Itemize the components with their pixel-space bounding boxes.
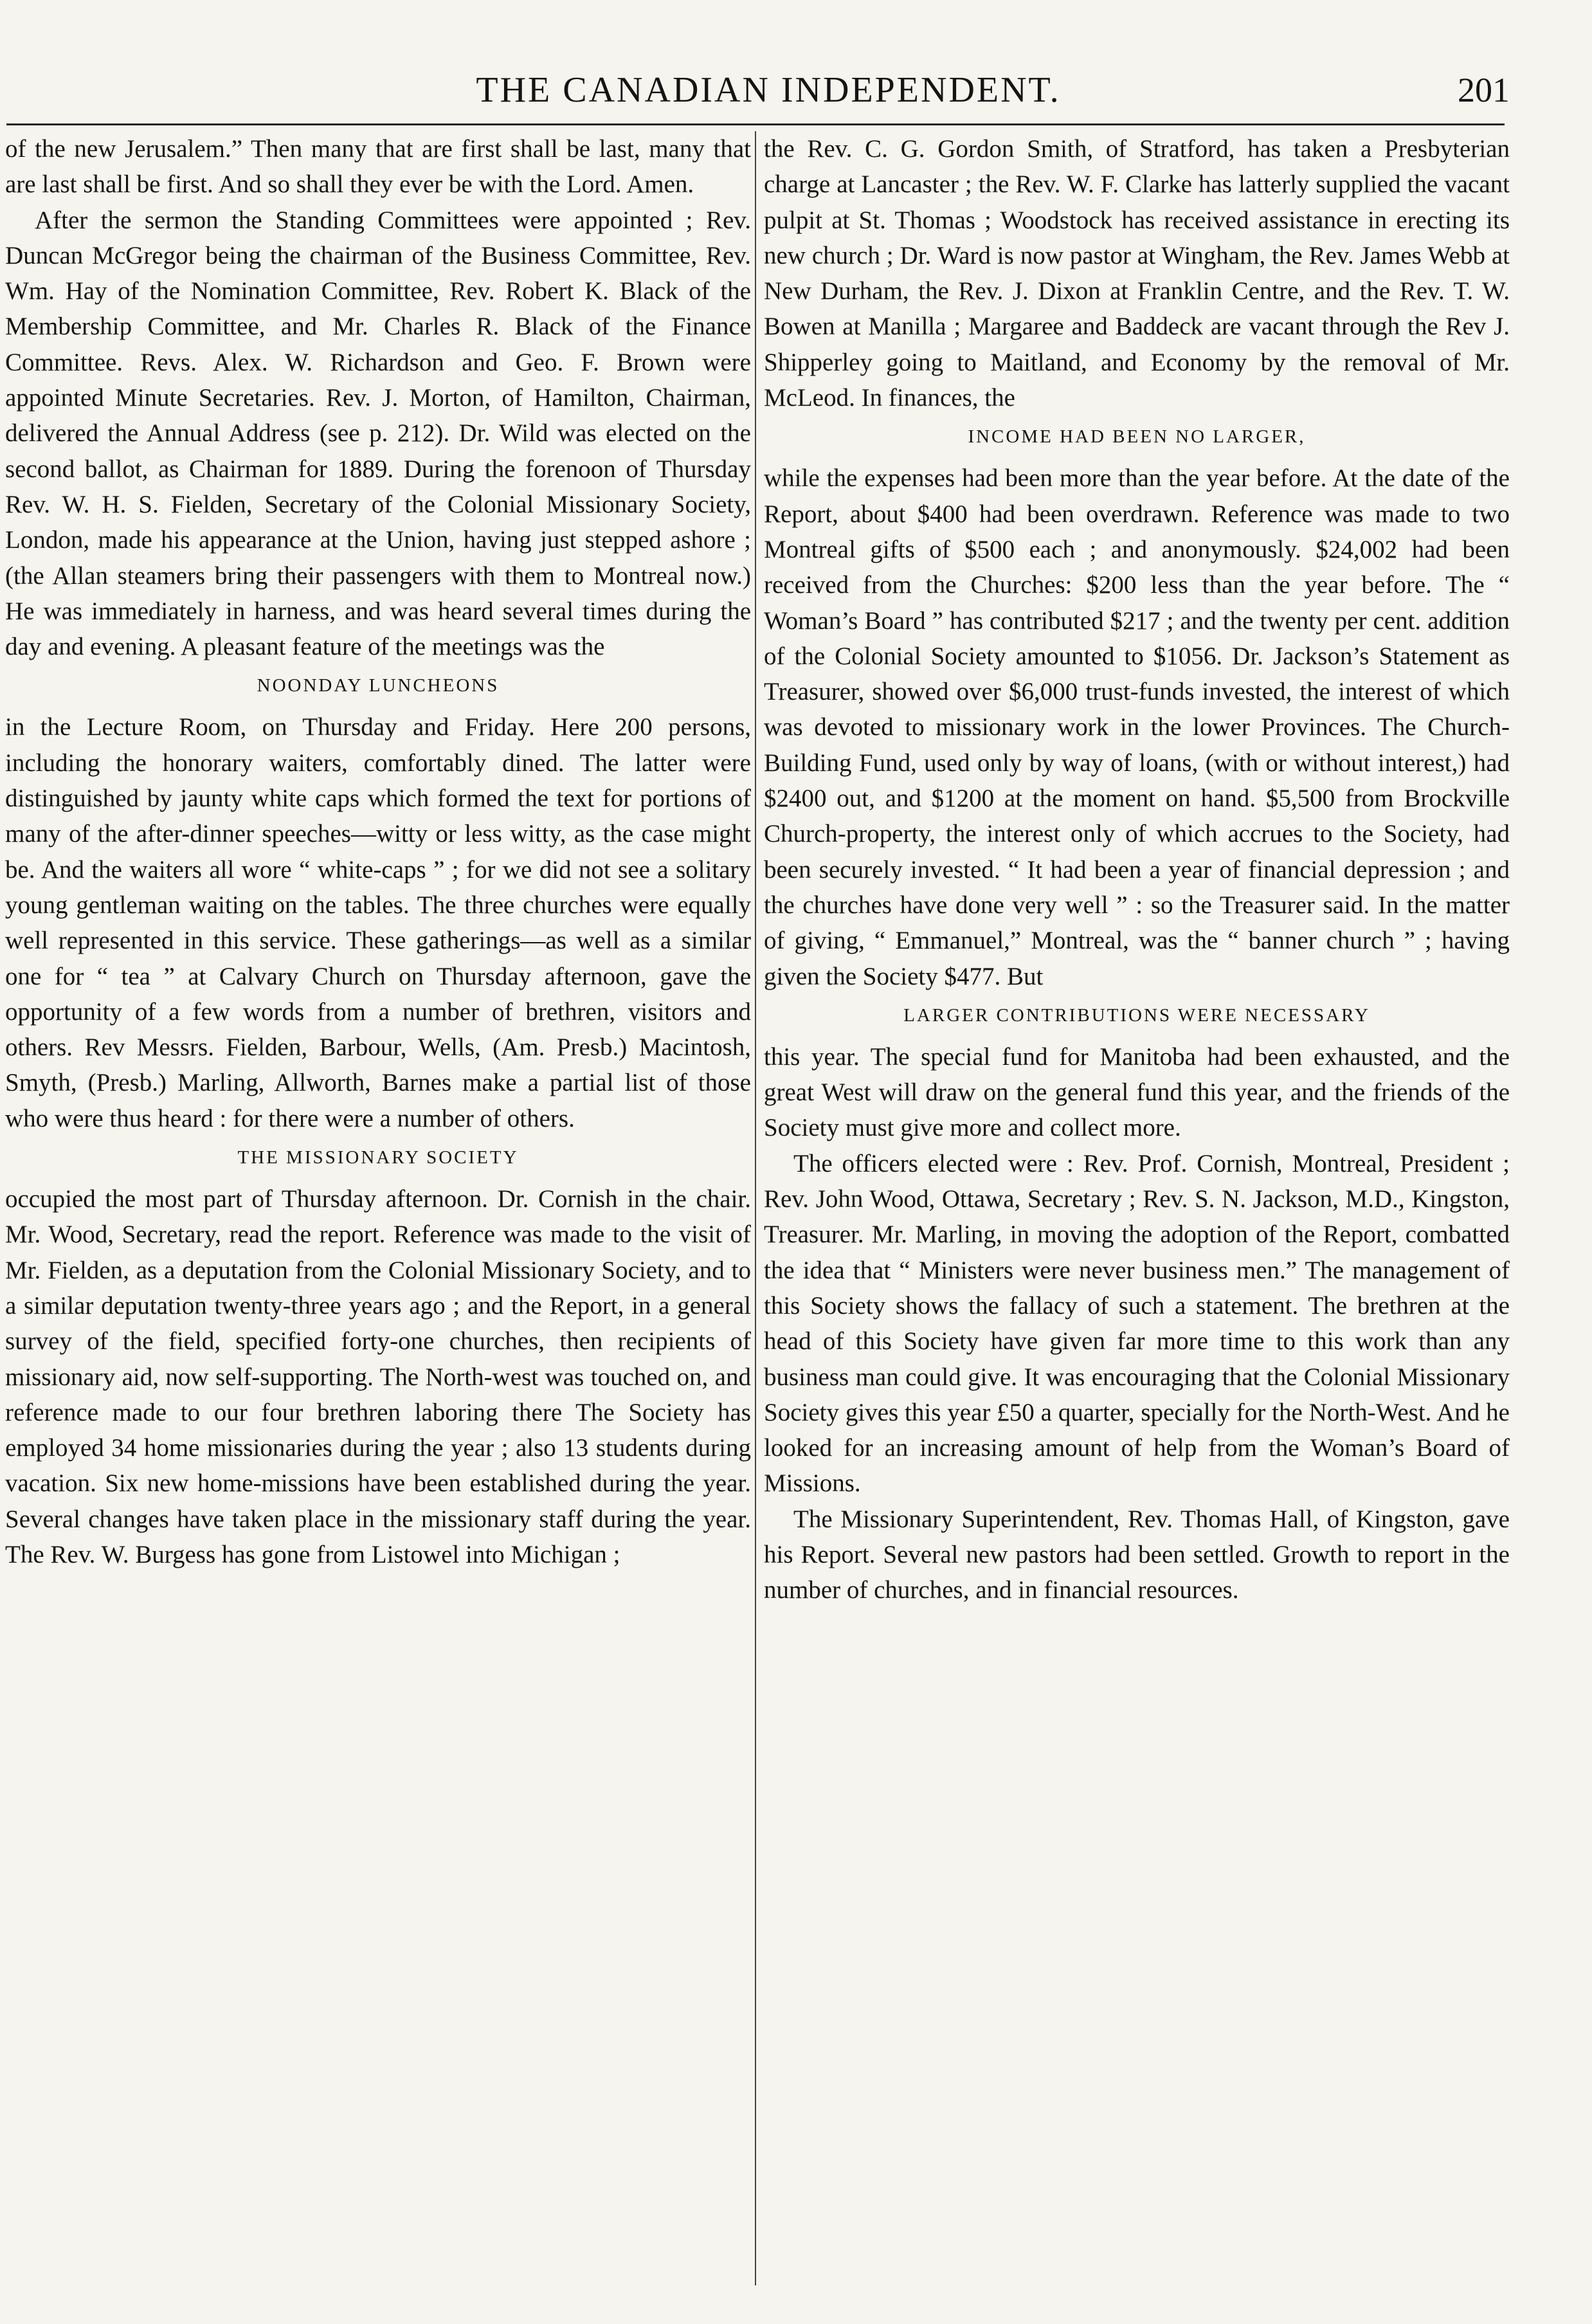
left-column xyxy=(5,131,751,2311)
right-paragraph-3: this year. The special fund for Manitoba had been exhausted, and the great West will draw on the general fund this year, and the friends of the Society must give more and collect more. xyxy=(764,1042,1510,1142)
right-column xyxy=(764,131,1510,2311)
left-paragraph-4: occupied the most part of Thursday afternoon. Dr. Cornish in the chair. Mr. Wood, Secretary, read the report. Reference was made to the visit of Mr. Fielden, as a deputation from the Colonial Missionary Society, and to a similar deputation twenty-three years ago ; and the Report, in a general survey of the field, specified forty-one churches, then recipients of missionary aid, now self-supporting. The North-west was touched on, and reference made to our four brethren laboring there The Society has employed 34 home missionaries during the year ; also 13 students during vacation. Six new home-missions have been established during the year. Several changes have taken place in the missionary staff during the year. The Rev. W. Burgess has gone from Listowel into Michigan ; xyxy=(5,1185,751,1568)
right-paragraph-2: while the expenses had been more than the year before. At the date of the Report, about $400 had been overdrawn. Reference was made to two Montreal gifts of $500 each ; and anonymously. $24,002 had been received from the Churches: $200 less than the year before. The “ Woman’s Board ” has contributed $217 ; and the twenty per cent. addition of the Colonial Society amounted to $1056. Dr. Jackson’s Statement as Treasurer, showed over $6,000 trust-funds invested, the interest of which was devoted to missionary work in the lower Provinces. The Church-Building Fund, used only by way of loans, (with or without interest,) had $2400 out, and $1200 at the moment on hand. $5,500 from Brockville Church-property, the interest only of which accrues to the Society, had been securely invested. “ It had been a year of financial depression ; and the churches have done very well ” : so the Treasurer said. In the matter of giving, “ Emmanuel,” Montreal, was the “ banner church ” ; having given the Society $477. But xyxy=(764,464,1510,990)
subheading-larger-contributions: LARGER CONTRIBUTIONS WERE NECESSARY xyxy=(903,1004,1370,1026)
page-header xyxy=(0,64,1592,116)
right-paragraph-1: the Rev. C. G. Gordon Smith, of Stratford, has taken a Presbyterian charge at Lancaster ; the Rev. W. F. Clarke has latterly supplied the vacant pulpit at St. Thomas ; Woodstock has received assistance in erecting its new church ; Dr. Ward is now pastor at Wingham, the Rev. James Webb at New Durham, the Rev. J. Dixon at Franklin Centre, and the Rev. T. W. Bowen at Manilla ; Margaree and Baddeck are vacant through the Rev J. Shipperley going to Maitland, and Economy by the removal of Mr. McLeod. In finances, the xyxy=(764,135,1510,412)
column-divider xyxy=(755,131,756,2285)
subheading-missionary-society: THE MISSIONARY SOCIETY xyxy=(237,1147,519,1168)
running-title: THE CANADIAN INDEPENDENT. xyxy=(476,70,1061,110)
right-paragraph-5: The Missionary Superintendent, Rev. Thomas Hall, of Kingston, gave his Report. Several new pastors had been settled. Growth to report in the number of churches, and in financial resources. xyxy=(764,1505,1510,1604)
left-paragraph-1: of the new Jerusalem.” Then many that are first shall be last, many that are last shall be first. And so shall they ever be with the Lord. Amen. xyxy=(5,135,751,199)
right-paragraph-4: The officers elected were : Rev. Prof. Cornish, Montreal, President ; Rev. John Wood, Ottawa, Secretary ; Rev. S. N. Jackson, M.D., Kingston, Treasurer. Mr. Marling, in moving the adoption of the Report, combatted the idea that “ Ministers were never business men.” The management of this Society shows the fallacy of such a statement. The brethren at the head of this Society have given far more time to this work than any business man could give. It was encouraging that the Colonial Missionary Society gives this year £50 a quarter, specially for the North-West. And he looked for an increasing amount of help from the Woman’s Board of Missions. xyxy=(764,1149,1510,1498)
left-paragraph-3: in the Lecture Room, on Thursday and Friday. Here 200 persons, including the honorary waiters, comfortably dined. The latter were distinguished by jaunty white caps which formed the text for portions of many of the after-dinner speeches—witty or less witty, as the case might be. And the waiters all wore “ white-caps ” ; for we did not see a solitary young gentleman waiting on the tables. The three churches were equally well represented in this service. These gatherings—as well as a similar one for “ tea ” at Calvary Church on Thursday afternoon, gave the opportunity of a few words from a number of brethren, visitors and others. Rev Messrs. Fielden, Barbour, Wells, (Am. Presb.) Macintosh, Smyth, (Presb.) Marling, Allworth, Barnes make a partial list of those who were thus heard : for there were a number of others. xyxy=(5,713,751,1132)
left-paragraph-2: After the sermon the Standing Committees were appointed ; Rev. Duncan McGregor being the chairman of the Business Committee, Rev. Wm. Hay of the Nomination Committee, Rev. Robert K. Black of the Membership Committee, and Mr. Charles R. Black of the Finance Committee. Revs. Alex. W. Richardson and Geo. F. Brown were appointed Minute Secretaries. Rev. J. Morton, of Hamilton, Chairman, delivered the Annual Address (see p. 212). Dr. Wild was elected on the second ballot, as Chairman for 1889. During the forenoon of Thursday Rev. W. H. S. Fielden, Secretary of the Colonial Missionary Society, London, made his appearance at the Union, having just stepped ashore ; (the Allan steamers bring their passengers with them to Montreal now.) He was immediately in harness, and was heard several times during the day and evening. A pleasant feature of the meetings was the xyxy=(5,206,751,661)
page-number: 201 xyxy=(1458,71,1510,109)
header-rule xyxy=(6,123,1505,125)
subheading-income: INCOME HAD BEEN NO LARGER, xyxy=(968,426,1306,448)
subheading-noonday-luncheons: NOONDAY LUNCHEONS xyxy=(257,675,500,696)
